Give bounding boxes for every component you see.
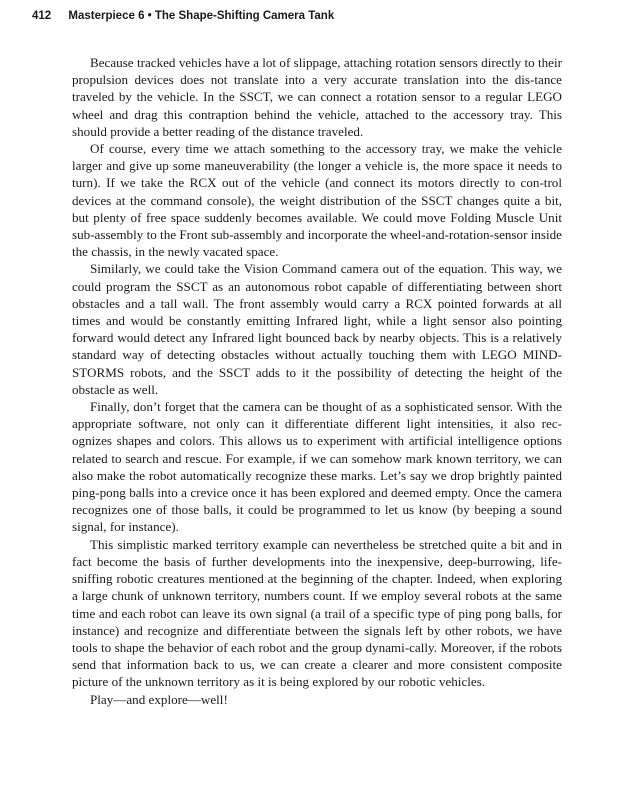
paragraph: Because tracked vehicles have a lot of slippage, attaching rotation sensors directly to their propulsion devices does not translate into a very accurate translation into the dis-tance traveled by the vehicle. In the SSCT, we can connect a rotation sensor to a regular LEGO wheel and drag this contraption behind the vehicle, attached to the accessory tray. This should provide a better reading of the distance traveled.	[72, 55, 562, 139]
body-text	[72, 54, 562, 708]
paragraph: This simplistic marked territory example can nevertheless be stretched quite a bit and in fact become the basis of further developments into the inexpensive, deep-burrowing, life-sniffing robotic creatures mentioned at the beginning of the chapter. Indeed, when exploring a large chunk of unknown territory, numbers count. If we employ several robots at the same time and each robot can leave its own signal (a trail of a specific type of ping pong balls, for instance) and recognize and differentiate between the signals left by other robots, we have tools to shape the behavior of each robot and the group dynami-cally. Moreover, if the robots send that information back to us, we can create a clearer and more consistent composite picture of the unknown territory as it is being explored by our robotic vehicles.	[72, 536, 562, 690]
running-head	[32, 10, 334, 22]
paragraph: Similarly, we could take the Vision Command camera out of the equation. This way, we could program the SSCT as an autonomous robot capable of differentiating between short obstacles and a tall wall. The front assembly would carry a RCX pointed forwards at all times and would be constantly emitting Infrared light, while a light sensor also pointing forward would detect any Infrared light bounced back by nearby objects. This is a relatively standard way of detecting obstacles without actually touching them with LEGO MIND-STORMS robots, and the SSCT adds to it the possibility of detecting the height of the obstacle as well.	[72, 261, 562, 397]
paragraph: Play—and explore—well!	[90, 691, 228, 707]
page-number: 412	[32, 10, 52, 22]
chapter-title: Masterpiece 6 • The Shape-Shifting Camera Tank	[68, 10, 335, 22]
paragraph: Of course, every time we attach something to the accessory tray, we make the vehicle larger and give up some maneuverability (the longer a vehicle is, the more space it needs to turn). If we take the RCX out of the vehicle (and connect its motors directly to con-trol devices at the command console), the weight distribution of the SSCT changes quite a bit, but plenty of free space suddenly becomes available. We could move Folding Muscle Unit sub-assembly to the Front sub-assembly and incorporate the wheel-and-rotation-sensor inside the chassis, in the newly vacated space.	[72, 141, 562, 260]
paragraph: Finally, don’t forget that the camera can be thought of as a sophisticated sensor. With the appropriate software, not only can it differentiate different light intensities, it also rec-ognizes shapes and colors. This allows us to experiment with artificial intelligence options related to search and rescue. For example, if we can somehow mark known territory, we can also make the robot automatically recognize these marks. Let’s say we drop brightly painted ping-pong balls into a crevice once it has been explored and deemed empty. Once the camera recognizes one of those balls, it could be programmed to let us know (by beeping a sound signal, for instance).	[72, 399, 562, 535]
